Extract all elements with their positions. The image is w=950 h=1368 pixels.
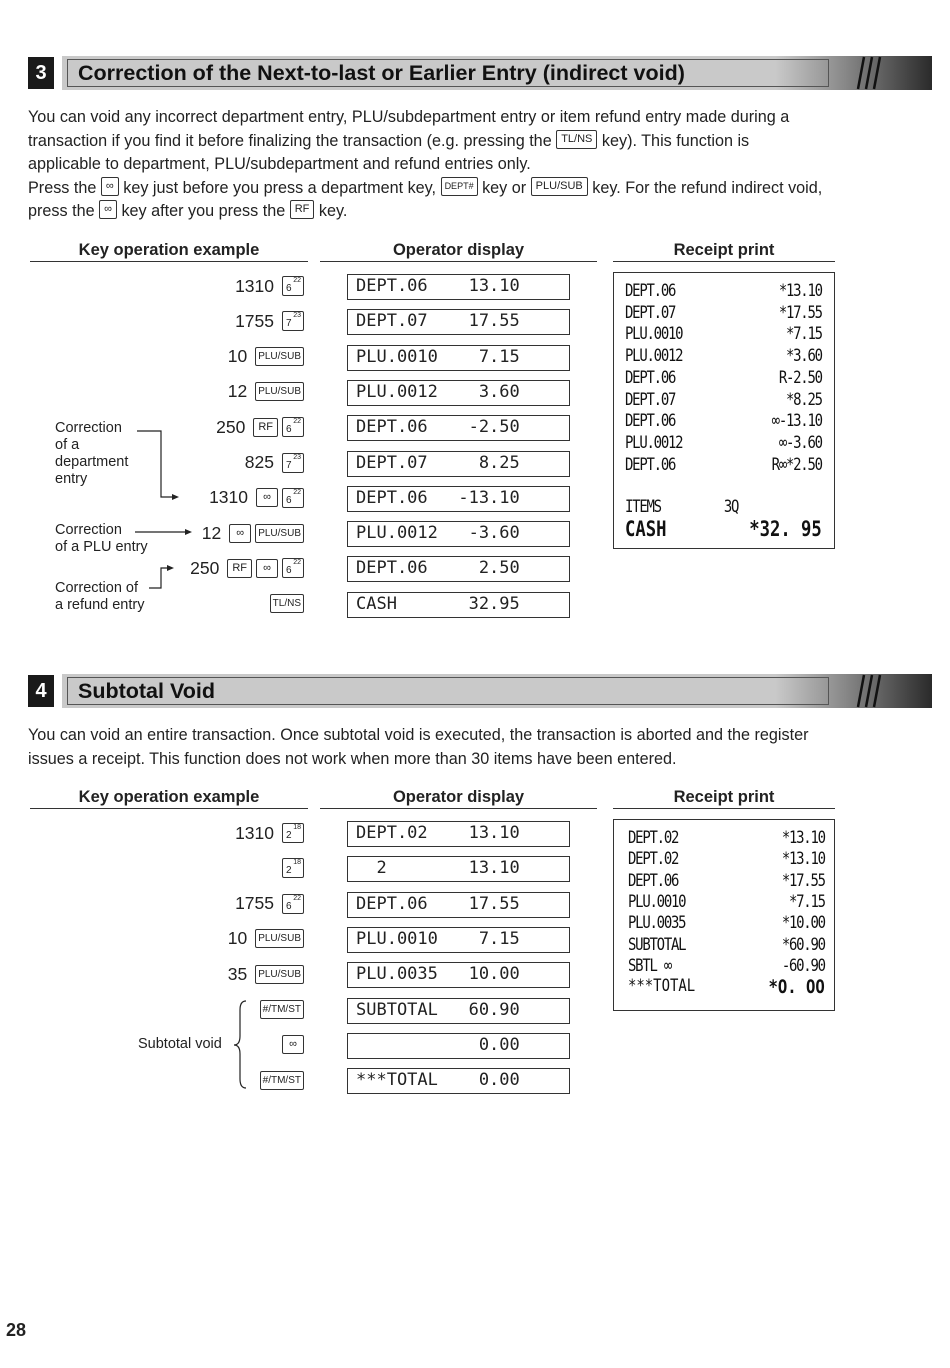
divider <box>30 808 308 809</box>
receipt-item-label: DEPT.07 <box>625 302 676 323</box>
key-operation-row <box>120 856 304 880</box>
plu-sub-key: PLU/SUB <box>255 382 304 401</box>
operator-display-line: DEPT.06 -13.10 <box>347 486 570 512</box>
text-line: key just before you press a department key, <box>123 178 437 197</box>
label-line: a refund entry <box>55 597 145 613</box>
section-title-4: Subtotal Void <box>78 679 215 703</box>
section-title-3: Correction of the Next-to-last or Earlier Entry (indirect void) <box>78 61 685 85</box>
dept-key-digit: 6 <box>286 900 292 912</box>
plu-sub-key: PLU/SUB <box>255 524 304 543</box>
void-key-icon: ∞ <box>101 177 119 196</box>
receipt-items-label: ITEMS <box>625 497 661 517</box>
receipt-item-amount: *13.10 <box>778 281 822 301</box>
entry-amount: 10 <box>227 346 248 367</box>
receipt-item-amount: *13.10 <box>781 849 825 870</box>
dept-key-shift: 22 <box>293 277 301 284</box>
receipt-item-label: PLU.0012 <box>625 346 683 367</box>
entry-amount: 10 <box>227 928 248 949</box>
label-line: Correction <box>55 522 122 538</box>
section4-description <box>28 724 908 771</box>
plu-sub-key: PLU/SUB <box>531 177 588 196</box>
col-receipt-print: Receipt print <box>673 241 775 259</box>
receipt-item-label: DEPT.06 <box>628 870 679 891</box>
label-line: Correction <box>55 420 122 436</box>
key-operation-row <box>120 1068 304 1092</box>
dept-key-digit: 2 <box>286 865 292 877</box>
receipt-item-label: PLU.0010 <box>625 324 683 345</box>
dept-key-shift: 22 <box>293 559 301 567</box>
page-number: 28 <box>6 1320 27 1340</box>
section-title-frame <box>67 677 829 705</box>
dept-key-shift: 18 <box>293 824 301 831</box>
entry-amount: 250 <box>190 557 220 578</box>
void-key-icon: ∞ <box>256 559 278 578</box>
void-key-icon: ∞ <box>256 488 278 507</box>
receipt-item-amount: *3.60 <box>785 346 822 367</box>
label-line: entry <box>55 471 88 487</box>
receipt-item-amount: -60.90 <box>781 955 825 976</box>
rf-key: RF <box>290 200 315 219</box>
receipt-print-4 <box>613 819 835 1011</box>
receipt-line <box>628 913 825 933</box>
receipt-item-label: DEPT.06 <box>625 281 676 301</box>
operator-display-line: PLU.0010 7.15 <box>347 345 570 371</box>
receipt-line <box>628 892 825 912</box>
plu-sub-key: PLU/SUB <box>255 929 304 948</box>
receipt-item-label: DEPT.07 <box>625 389 676 410</box>
receipt-cash-value: *32. 95 <box>749 517 822 541</box>
label-line: Correction of <box>55 580 139 596</box>
void-key-icon: ∞ <box>99 200 117 219</box>
dept-key-digit: 7 <box>286 459 292 471</box>
receipt-item-label: PLU.0010 <box>628 891 686 912</box>
receipt-item-label: DEPT.06 <box>625 367 676 388</box>
plu-sub-key: PLU/SUB <box>255 965 304 984</box>
entry-amount: 1310 <box>235 822 274 843</box>
receipt-item-label: DEPT.06 <box>625 411 676 432</box>
receipt-item-label: DEPT.02 <box>628 849 679 870</box>
dept-key-digit: 6 <box>286 494 292 506</box>
operator-display-line: DEPT.06 17.55 <box>347 892 570 918</box>
operator-display-line: 2 13.10 <box>347 856 570 882</box>
label-line: of a <box>55 437 80 453</box>
dept-key-shift: 23 <box>293 453 301 461</box>
operator-display-line: PLU.0012 -3.60 <box>347 521 570 547</box>
text-line: You can void any incorrect department entry, PLU/subdepartment entry or item refund entry made during a <box>28 108 790 126</box>
operator-display-line: PLU.0010 7.15 <box>347 927 570 953</box>
operator-display-line: CASH 32.95 <box>347 592 570 618</box>
void-key-icon: ∞ <box>229 524 251 543</box>
operator-display-line: DEPT.06 -2.50 <box>347 415 570 441</box>
col-key-operation: Key operation example <box>78 241 260 259</box>
divider <box>320 808 597 809</box>
receipt-line <box>628 849 825 869</box>
tl-ns-key: TL/NS <box>270 594 304 613</box>
dept-2-key <box>282 858 304 878</box>
divider <box>613 808 835 809</box>
text-line: transaction if you find it before finalizing the transaction (e.g. pressing the <box>28 131 552 150</box>
entry-amount: 250 <box>216 416 246 437</box>
key-operation-row <box>120 892 304 916</box>
receipt-line <box>628 871 825 891</box>
text-line: Press the <box>28 178 97 197</box>
dept-key-shift: 23 <box>293 312 301 320</box>
receipt-item-amount: *7.15 <box>785 324 822 345</box>
key-operation-row <box>120 962 304 986</box>
receipt-item-amount: *8.25 <box>785 389 822 410</box>
operator-display-line: DEPT.07 17.55 <box>347 309 570 335</box>
rf-key: RF <box>227 559 252 578</box>
entry-amount: 12 <box>201 522 222 543</box>
slash-decoration-icon <box>855 674 887 708</box>
dept-2-key <box>282 823 304 843</box>
section-number-4: 4 <box>28 675 54 707</box>
operator-display-line: PLU.0012 3.60 <box>347 380 570 406</box>
label-line: department <box>55 454 129 470</box>
operator-display-line: DEPT.06 2.50 <box>347 556 570 582</box>
col-operator-display: Operator display <box>392 241 525 259</box>
section-number-3: 3 <box>28 57 54 89</box>
col-key-operation: Key operation example <box>78 788 260 806</box>
rf-key: RF <box>253 418 278 437</box>
dept-key-digit: 7 <box>286 318 292 330</box>
dept-key-shift: 22 <box>293 418 301 426</box>
entry-amount: 825 <box>244 452 274 472</box>
dept-key-shift: 18 <box>293 859 301 867</box>
receipt-item-amount: R∞*2.50 <box>771 454 822 475</box>
dept-key-digit: 2 <box>286 830 292 841</box>
text-line: key or <box>482 178 527 197</box>
receipt-item-amount: ∞-3.60 <box>778 432 822 453</box>
text-line: key). This function is <box>601 131 750 150</box>
dept-key-digit: 6 <box>286 424 292 436</box>
text-line: applicable to department, PLU/subdepartment and refund entries only. <box>28 155 531 173</box>
entry-amount: 1755 <box>235 893 274 914</box>
receipt-item-label: DEPT.06 <box>625 454 676 475</box>
receipt-item-amount: *7.15 <box>788 891 825 912</box>
receipt-line <box>628 828 825 848</box>
receipt-item-amount: *10.00 <box>781 913 825 934</box>
receipt-item-amount: *60.90 <box>781 934 825 955</box>
operator-display-line: 0.00 <box>347 1033 570 1059</box>
dept-6-key <box>282 894 304 914</box>
section-header-bar-4 <box>62 674 932 708</box>
operator-display-line: DEPT.07 8.25 <box>347 451 570 477</box>
text-line: issues a receipt. This function does not work when more than 30 items have been entered. <box>28 749 677 768</box>
key-operation-row <box>120 821 304 845</box>
operator-display-line: SUBTOTAL 60.90 <box>347 998 570 1024</box>
dept-key-shift: 22 <box>293 488 301 496</box>
receipt-line <box>628 956 825 976</box>
receipt-total-label: ***TOTAL <box>628 976 696 996</box>
receipt-cash-label: CASH <box>625 517 667 541</box>
dept-key-digit: 6 <box>286 283 292 294</box>
receipt-item-label: SBTL ∞ <box>628 955 671 976</box>
entry-amount: 1310 <box>209 487 248 508</box>
receipt-item-label: PLU.0012 <box>625 432 683 453</box>
text-line: key. <box>318 202 348 220</box>
label-line: of a PLU entry <box>55 539 148 555</box>
key-operation-row <box>120 927 304 951</box>
receipt-item-amount: R-2.50 <box>778 367 822 388</box>
entry-amount: 12 <box>227 381 248 402</box>
void-key-icon: ∞ <box>282 1035 304 1054</box>
entry-amount: 35 <box>227 963 248 984</box>
receipt-item-amount: ∞-13.10 <box>771 411 822 432</box>
-tm-st-key: #/TM/ST <box>260 1071 304 1090</box>
plu-sub-key: PLU/SUB <box>255 347 304 366</box>
dept-key-shift: 22 <box>293 894 301 902</box>
col-operator-display: Operator display <box>392 788 525 806</box>
entry-amount: 1755 <box>235 310 274 331</box>
receipt-total-line <box>628 976 825 998</box>
receipt-item-label: PLU.0035 <box>628 913 686 934</box>
text-line: key after you press the <box>121 202 286 220</box>
operator-display-line: ***TOTAL 0.00 <box>347 1068 570 1094</box>
receipt-item-amount: *17.55 <box>778 302 822 323</box>
text-line: You can void an entire transaction. Once subtotal void is executed, the transaction is aborted and the register <box>28 726 809 744</box>
key-operation-row <box>120 998 304 1022</box>
receipt-items-value: 3Q <box>723 497 739 517</box>
receipt-total-value: *O. OO <box>768 976 825 998</box>
label-subtotal-void: Subtotal void <box>138 1036 222 1052</box>
entry-amount: 1310 <box>235 275 274 296</box>
col-receipt-print: Receipt print <box>673 788 775 806</box>
text-line: press the <box>28 202 95 220</box>
operator-display-line: DEPT.06 13.10 <box>347 274 570 300</box>
receipt-line <box>628 935 825 955</box>
operator-display-line: PLU.0035 10.00 <box>347 962 570 988</box>
receipt-item-amount: *13.10 <box>781 828 825 848</box>
dept-key-digit: 6 <box>286 565 292 577</box>
receipt-item-label: DEPT.02 <box>628 828 679 848</box>
receipt-item-amount: *17.55 <box>781 870 825 891</box>
dept-key: DEPT# <box>441 177 478 196</box>
receipt-item-label: SUBTOTAL <box>628 934 686 955</box>
tlns-key: TL/NS <box>556 130 597 149</box>
-tm-st-key: #/TM/ST <box>260 1000 304 1019</box>
operator-display-line: DEPT.02 13.10 <box>347 821 570 847</box>
text-line: key. For the refund indirect void, <box>592 178 823 197</box>
